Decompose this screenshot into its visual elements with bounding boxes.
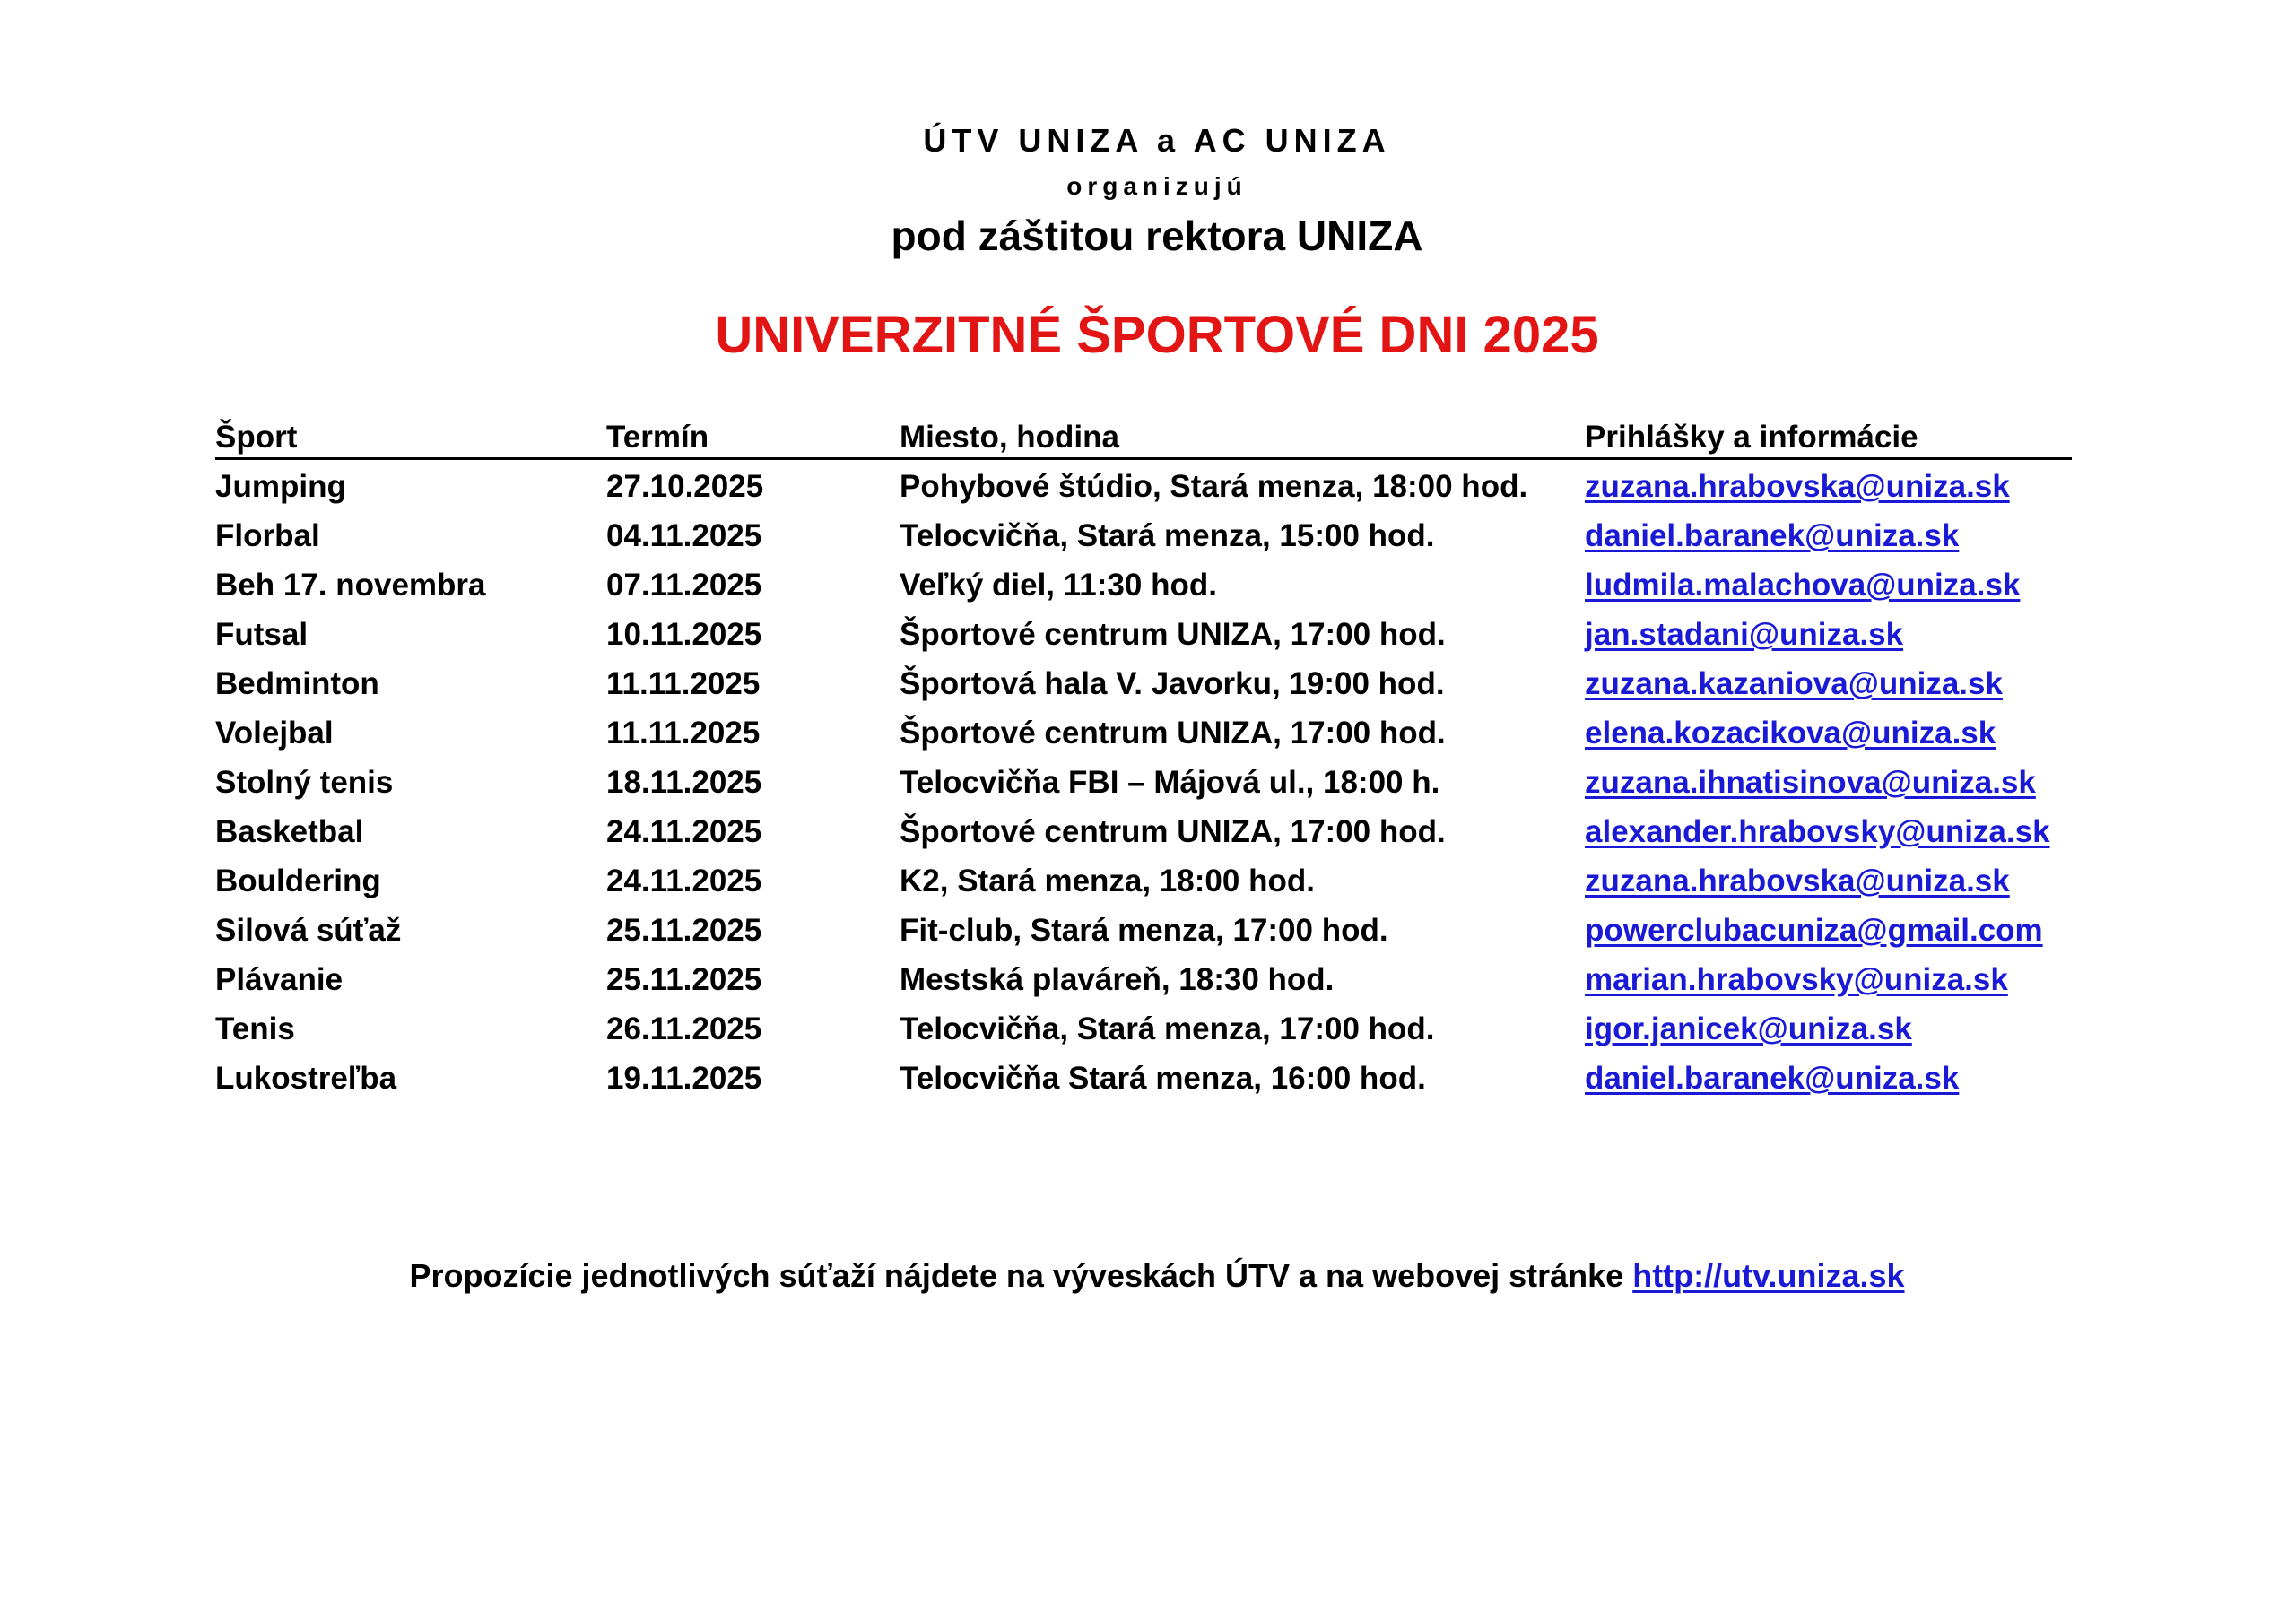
place-cell: K2, Stará menza, 18:00 hod.	[900, 864, 1315, 898]
footer-note	[0, 1257, 2296, 1295]
place-cell: Mestská plaváreň, 18:30 hod.	[900, 962, 1335, 997]
table-row	[215, 1054, 2072, 1103]
email-link[interactable]: zuzana.ihnatisinova@uniza.sk	[1585, 765, 2036, 800]
email-link[interactable]: zuzana.kazaniova@uniza.sk	[1585, 666, 2003, 701]
date-cell: 11.11.2025	[606, 666, 761, 701]
place-cell: Fit-club, Stará menza, 17:00 hod.	[900, 913, 1388, 948]
date-cell: 18.11.2025	[606, 765, 762, 800]
page-title: UNIVERZITNÉ ŠPORTOVÉ DNI 2025	[715, 306, 1599, 364]
place-cell: Pohybové štúdio, Stará menza, 18:00 hod.	[900, 469, 1528, 504]
sport-cell: Lukostreľba	[215, 1061, 397, 1096]
email-link[interactable]: jan.stadani@uniza.sk	[1585, 617, 1904, 652]
place-cell: Športová hala V. Javorku, 19:00 hod.	[900, 666, 1445, 701]
email-link[interactable]: alexander.hrabovsky@uniza.sk	[1585, 814, 2050, 849]
table-row	[215, 906, 2072, 955]
table-row	[215, 462, 2072, 511]
date-cell: 19.11.2025	[606, 1061, 762, 1096]
table-row	[215, 659, 2072, 708]
sport-cell: Jumping	[215, 469, 346, 504]
email-link[interactable]: igor.janicek@uniza.sk	[1585, 1011, 1912, 1046]
place-cell: Veľký diel, 11:30 hod.	[900, 568, 1217, 603]
organize-verb: organizujú	[1066, 172, 1248, 200]
column-header-place: Miesto, hodina	[900, 420, 1119, 455]
sport-cell: Volejbal	[215, 716, 334, 751]
table-header-row	[215, 414, 2072, 460]
sport-cell: Futsal	[215, 617, 309, 652]
email-link[interactable]: powerclubacuniza@gmail.com	[1585, 913, 2043, 948]
date-cell: 24.11.2025	[606, 864, 762, 898]
sport-cell: Plávanie	[215, 962, 344, 997]
table-row	[215, 1004, 2072, 1054]
sport-cell: Bedminton	[215, 666, 379, 701]
table-row	[215, 708, 2072, 758]
date-cell: 24.11.2025	[606, 814, 762, 849]
date-cell: 25.11.2025	[606, 913, 762, 948]
table-row	[215, 758, 2072, 807]
place-cell: Športové centrum UNIZA, 17:00 hod.	[900, 716, 1446, 751]
sport-cell: Stolný tenis	[215, 765, 394, 800]
table-row	[215, 511, 2072, 560]
table-row	[215, 955, 2072, 1004]
date-cell: 10.11.2025	[606, 617, 762, 652]
place-cell: Telocvičňa Stará menza, 16:00 hod.	[900, 1061, 1426, 1096]
email-link[interactable]: daniel.baranek@uniza.sk	[1585, 518, 1960, 553]
place-cell: Športové centrum UNIZA, 17:00 hod.	[900, 617, 1446, 652]
date-cell: 04.11.2025	[606, 518, 762, 553]
email-link[interactable]: ludmila.malachova@uniza.sk	[1585, 568, 2021, 603]
email-link[interactable]: elena.kozacikova@uniza.sk	[1585, 716, 1996, 751]
column-header-contact: Prihlášky a informácie	[1585, 420, 1918, 455]
place-cell: Športové centrum UNIZA, 17:00 hod.	[900, 814, 1446, 849]
sport-cell: Bouldering	[215, 864, 381, 898]
date-cell: 25.11.2025	[606, 962, 762, 997]
column-header-sport: Šport	[215, 420, 298, 455]
patronage-line: pod záštitou rektora UNIZA	[891, 213, 1423, 259]
email-link[interactable]: zuzana.hrabovska@uniza.sk	[1585, 469, 2010, 504]
date-cell: 27.10.2025	[606, 469, 764, 504]
sport-cell: Basketbal	[215, 814, 364, 849]
email-link[interactable]: zuzana.hrabovska@uniza.sk	[1585, 864, 2010, 898]
place-cell: Telocvičňa FBI – Májová ul., 18:00 h.	[900, 765, 1440, 800]
column-header-date: Termín	[606, 420, 709, 455]
place-cell: Telocvičňa, Stará menza, 15:00 hod.	[900, 518, 1435, 553]
sport-cell: Tenis	[215, 1011, 295, 1046]
email-link[interactable]: marian.hrabovsky@uniza.sk	[1585, 962, 2008, 997]
table-row	[215, 856, 2072, 906]
sport-cell: Silová súťaž	[215, 913, 402, 948]
table-row	[215, 610, 2072, 659]
sport-cell: Florbal	[215, 518, 320, 553]
sport-cell: Beh 17. novembra	[215, 568, 486, 603]
schedule-table	[215, 414, 2072, 1103]
table-row	[215, 807, 2072, 856]
date-cell: 11.11.2025	[606, 716, 761, 751]
website-link[interactable]: http://utv.uniza.sk	[1632, 1257, 1905, 1294]
place-cell: Telocvičňa, Stará menza, 17:00 hod.	[900, 1011, 1435, 1046]
footer-text: Propozície jednotlivých súťaží nájdete na výveskách ÚTV a na webovej stránke	[409, 1257, 1633, 1294]
table-body	[215, 462, 2072, 1103]
organizers-heading: ÚTV UNIZA a AC UNIZA	[923, 122, 1391, 159]
date-cell: 26.11.2025	[606, 1011, 762, 1046]
table-row	[215, 560, 2072, 610]
date-cell: 07.11.2025	[606, 568, 762, 603]
email-link[interactable]: daniel.baranek@uniza.sk	[1585, 1061, 1960, 1096]
